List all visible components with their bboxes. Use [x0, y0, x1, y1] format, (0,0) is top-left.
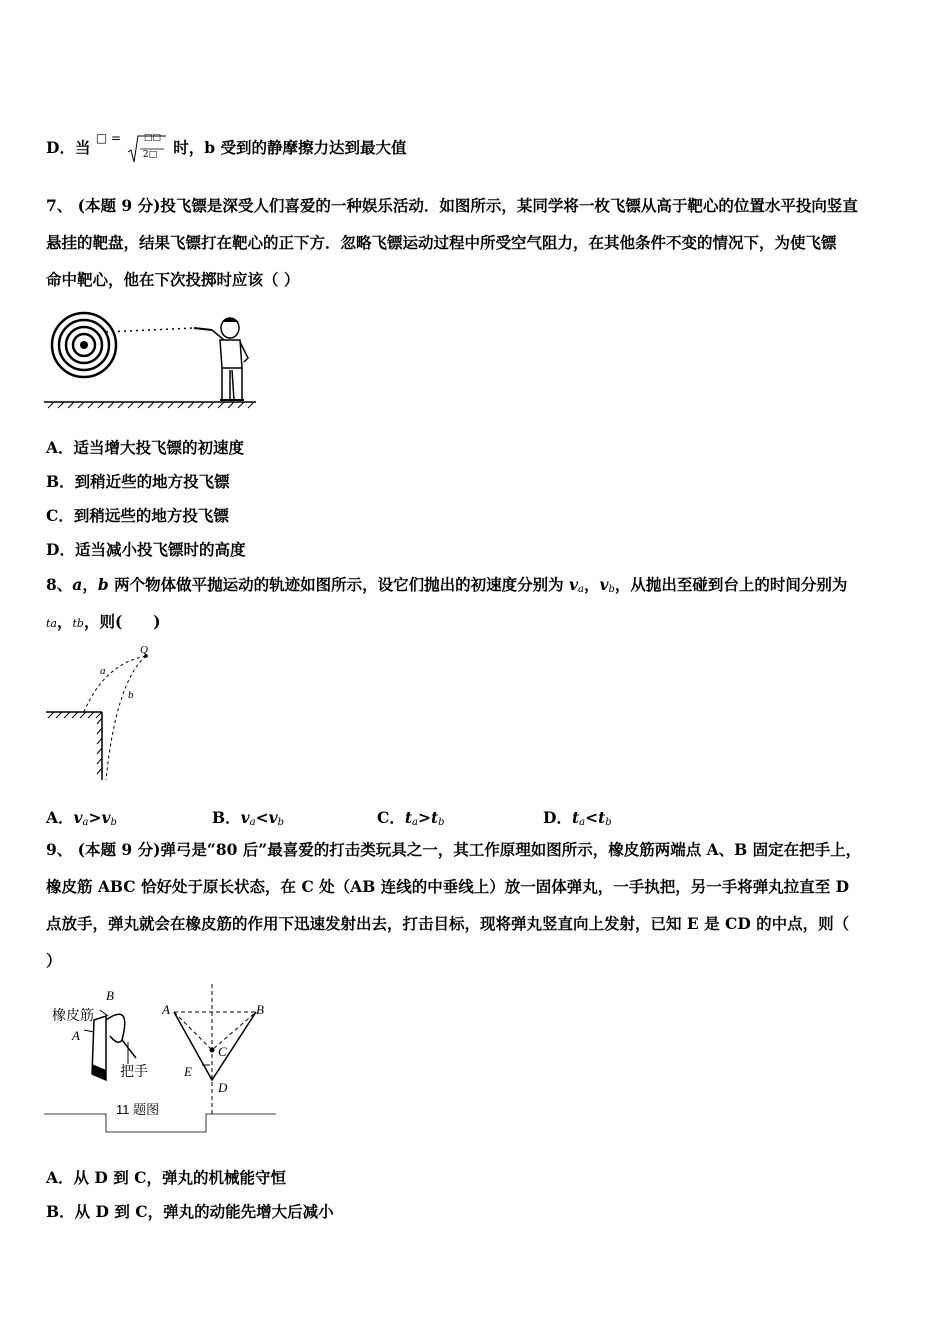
label-c: C	[218, 1044, 227, 1059]
trajectory-figure	[44, 642, 174, 784]
q8-sep: ，	[583, 575, 600, 594]
q8-vb-sub: b	[608, 584, 615, 595]
q8-line-2: ta，tb，则( )	[46, 612, 161, 631]
dart-trajectory-line	[106, 328, 194, 332]
q8-then: ，则( )	[83, 612, 161, 631]
figure-caption: 11 题图	[116, 1102, 160, 1117]
trajectory-b	[106, 656, 146, 780]
label-a: a	[100, 665, 106, 677]
label-a-right: A	[162, 1002, 170, 1017]
q8-text-2: ，从抛出至碰到台上的时间分别为	[614, 575, 848, 594]
q6-formula-lhs: □ =	[95, 131, 122, 145]
q8-line-1	[46, 575, 847, 600]
ground-line	[44, 402, 256, 408]
dartboard-figure	[44, 300, 256, 410]
q9-line-1: 9、 (本题 9 分)弹弓是“80 后”最喜爱的打击类玩具之一，其工作原理如图所示，橡皮筋两端点 A、B 固定在把手上，	[46, 840, 862, 859]
label-handle: 把手	[120, 1063, 148, 1079]
q8-number: 8、	[46, 575, 73, 594]
q6-formula	[95, 131, 168, 164]
q6-formula-den: 2□	[142, 150, 158, 160]
q9-line-3: 点放手，弹丸就会在橡皮筋的作用下迅速发射出去，打击目标，现将弹丸竖直向上发射，已知 E 是 CD 的中点，则（	[46, 914, 850, 933]
q8-a: a	[72, 575, 83, 594]
q8-vb: v	[599, 575, 609, 594]
q8-option-c[interactable]: C．$t_a>t_b$	[377, 808, 445, 828]
q9-line-4: ）	[46, 951, 62, 970]
dartboard-icon	[52, 313, 116, 377]
q7-line-2: 悬挂的靶盘，结果飞镖打在靶心的正下方．忽略飞镖运动过程中所受空气阻力，在其他条件不变的情况下，为使飞镖	[46, 233, 837, 252]
q9-line-2: 橡皮筋 ABC 恰好处于原长状态，在 C 处（AB 连线的中垂线上）放一固体弹丸，一手执把，另一手将弹丸拉直至 D	[46, 877, 850, 896]
q6-formula-num: □□	[143, 133, 161, 143]
q8-va-sub: a	[578, 584, 584, 595]
triangle-diagram	[174, 984, 256, 1114]
q6-option-d	[46, 131, 407, 164]
q7-line-1: 7、 (本题 9 分)投飞镖是深受人们喜爱的一种娱乐活动．如图所示，某同学将一枚飞镖从高于靶心的位置水平投向竖直	[46, 196, 858, 215]
label-b-right: B	[256, 1002, 264, 1017]
q7-line-3: 命中靶心，他在下次投掷时应该（ ）	[46, 270, 300, 289]
q8-ta: ta	[46, 617, 57, 630]
label-q: Q	[140, 644, 148, 656]
q9-option-a[interactable]: A．从 D 到 C，弹丸的机械能守恒	[46, 1168, 286, 1187]
label-b: b	[128, 689, 134, 701]
label-rubber-band: 橡皮筋	[52, 1007, 94, 1023]
q8-option-b[interactable]: B．$v_a<v_b$	[212, 808, 285, 828]
q6-option-d-suffix: 时，b 受到的静摩擦力达到最大值	[173, 138, 407, 157]
thrower-icon	[194, 318, 248, 400]
q8-option-d[interactable]: D．$t_a<t_b$	[543, 808, 612, 828]
q9-option-b[interactable]: B．从 D 到 C，弹丸的动能先增大后减小	[46, 1202, 334, 1221]
q7-option-d[interactable]: D．适当减小投飞镖时的高度	[46, 540, 246, 559]
q7-option-a[interactable]: A．适当增大投飞镖的初速度	[46, 438, 245, 457]
q7-option-c[interactable]: C．到稍远些的地方投飞镖	[46, 506, 229, 525]
trajectory-a	[84, 656, 146, 712]
q6-option-d-prefix: D．当	[46, 138, 91, 157]
q8-option-a[interactable]: A．$v_a>v_b$	[46, 808, 117, 828]
q8-text: 两个物体做平抛运动的轨迹如图所示，设它们抛出的初速度分别为	[108, 575, 569, 594]
label-a-left: A	[72, 1028, 80, 1043]
q7-option-b[interactable]: B．到稍近些的地方投飞镖	[46, 472, 230, 491]
label-e: E	[184, 1064, 192, 1079]
q8-comma: ，	[82, 575, 98, 594]
q8-va: v	[569, 575, 579, 594]
q8-tb: tb	[72, 617, 84, 630]
slingshot-figure	[44, 984, 276, 1136]
label-d: D	[218, 1080, 228, 1095]
label-b-left: B	[106, 988, 114, 1003]
q8-b: b	[97, 575, 109, 594]
